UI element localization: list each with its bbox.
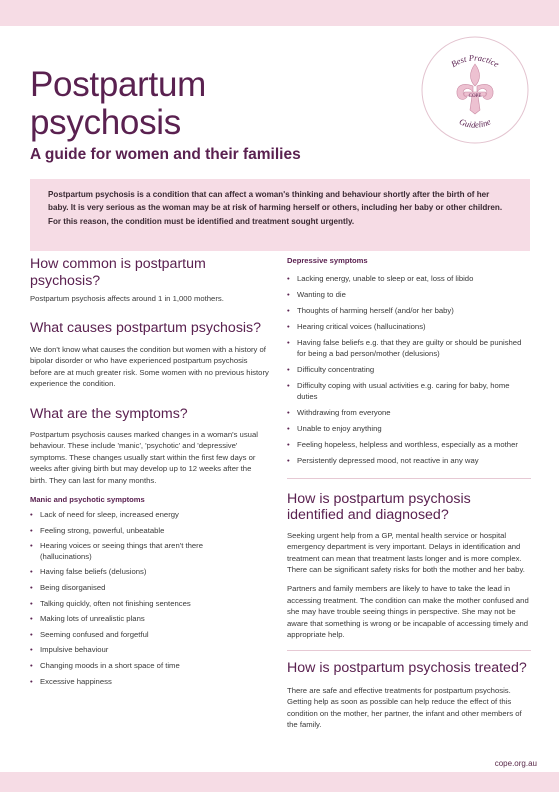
section-divider bbox=[287, 478, 531, 479]
footer-band bbox=[0, 772, 559, 792]
list-item: • Having false beliefs (delusions) bbox=[30, 567, 270, 578]
list-item: • Seeming confused and forgetful bbox=[30, 630, 270, 641]
depressive-symptoms-heading: Depressive symptoms bbox=[287, 256, 368, 265]
manic-symptoms-list bbox=[30, 510, 270, 687]
best-practice-guideline-seal bbox=[420, 26, 530, 146]
depressive-symptoms-list bbox=[287, 274, 531, 467]
section-heading-symptoms: What are the symptoms? bbox=[30, 405, 188, 422]
list-item: • Excessive happiness bbox=[30, 677, 270, 688]
section-heading-identified: How is postpartum psychosis identified and diagnosed? bbox=[287, 490, 471, 524]
left-column bbox=[30, 256, 270, 687]
list-item: • Talking quickly, often not finishing sentences bbox=[30, 599, 270, 610]
page-title: Postpartum psychosis bbox=[30, 65, 206, 142]
intro-emphasis-text: urgently bbox=[320, 216, 352, 226]
list-item: • Hearing voices or seeing things that aren't there (hallucinations) bbox=[30, 541, 235, 562]
section-body-treated: There are safe and effective treatments for postpartum psychosis. Getting help as soon as possible can help reduce the effect of this condition on the mother, her partner, the infant and other members of the family. bbox=[287, 685, 522, 730]
section-divider bbox=[287, 650, 531, 651]
list-item: • Unable to enjoy anything bbox=[287, 424, 531, 435]
seal-bottom-text: Guideline bbox=[457, 116, 493, 130]
section-body-causes: We don't know what causes the condition but women with a history of bipolar disorder or who have experienced postpartum psychosis before are at much greater risk. Some women with no previous history experience the condition. bbox=[30, 344, 269, 389]
list-item: • Changing moods in a short space of time bbox=[30, 661, 270, 672]
list-item: • Lack of need for sleep, increased energy bbox=[30, 510, 270, 521]
intro-lead-text: Postpartum psychosis is a condition that can affect a woman's thinking and behaviour shortly after the birth of her baby. It is very serious as the woman may be at risk of harming herself or others, including her baby or other children. For this reason, the condition must be identified and treatment sought bbox=[48, 190, 503, 226]
list-item: • Persistently depressed mood, not reactive in any way bbox=[287, 456, 531, 467]
section-heading-causes: What causes postpartum psychosis? bbox=[30, 320, 262, 337]
section-body-common: Postpartum psychosis affects around 1 in 1,000 mothers. bbox=[30, 294, 224, 303]
footer-website-link[interactable]: cope.org.au bbox=[494, 759, 537, 768]
section-body-identified-2: Partners and family members are likely to have to take the lead in accessing treatment. The condition can make the mother confused and she may have trouble seeing things in perspective. She may not be aware that something is wrong or be incapable of accessing timely and appropriate help. bbox=[287, 584, 529, 639]
section-heading-treated: How is postpartum psychosis treated? bbox=[287, 660, 527, 677]
list-item: • Making lots of unrealistic plans bbox=[30, 614, 270, 625]
page-subtitle: A guide for women and their families bbox=[30, 146, 301, 163]
list-item: • Feeling strong, powerful, unbeatable bbox=[30, 526, 270, 537]
seal-center-text: COPE bbox=[468, 94, 482, 99]
intro-callout bbox=[30, 179, 530, 251]
intro-end-text: . bbox=[351, 216, 355, 226]
section-body-identified-1: Seeking urgent help from a GP, mental health service or hospital emergency department is very important. Delays in identification and treatment can mean that treatment lasts longer and is more complex. There can be significant safety risks for both the mother and her baby. bbox=[287, 530, 525, 574]
header-band bbox=[0, 0, 559, 26]
list-item: • Difficulty coping with usual activities e.g. caring for baby, home duties bbox=[287, 381, 531, 402]
list-item: • Thoughts of harming herself (and/or her baby) bbox=[287, 306, 531, 317]
seal-top-text: Best Practice bbox=[449, 52, 501, 70]
section-body-symptoms: Postpartum psychosis causes marked changes in a woman's usual behaviour. These include 'manic', 'psychotic' and 'depressive' symptoms. These changes usually start within the first few days or weeks after giving birth but may develop up to 12 weeks after the birth. They can last for many months. bbox=[30, 430, 258, 485]
list-item: • Lacking energy, unable to sleep or eat, loss of libido bbox=[287, 274, 531, 285]
list-item: • Difficulty concentrating bbox=[287, 365, 531, 376]
manic-symptoms-heading: Manic and psychotic symptoms bbox=[30, 495, 145, 505]
list-item: • Hearing critical voices (hallucinations) bbox=[287, 322, 531, 333]
list-item: • Impulsive behaviour bbox=[30, 645, 270, 656]
list-item: • Withdrawing from everyone bbox=[287, 408, 531, 419]
list-item: • Being disorganised bbox=[30, 583, 270, 594]
list-item: • Wanting to die bbox=[287, 290, 531, 301]
right-column bbox=[287, 256, 531, 731]
list-item: • Feeling hopeless, helpless and worthless, especially as a mother bbox=[287, 440, 531, 451]
section-heading-common: How common is postpartum psychosis? bbox=[30, 256, 206, 289]
list-item: • Having false beliefs e.g. that they are guilty or should be punished for being a bad person/mother (delusions) bbox=[287, 338, 531, 359]
